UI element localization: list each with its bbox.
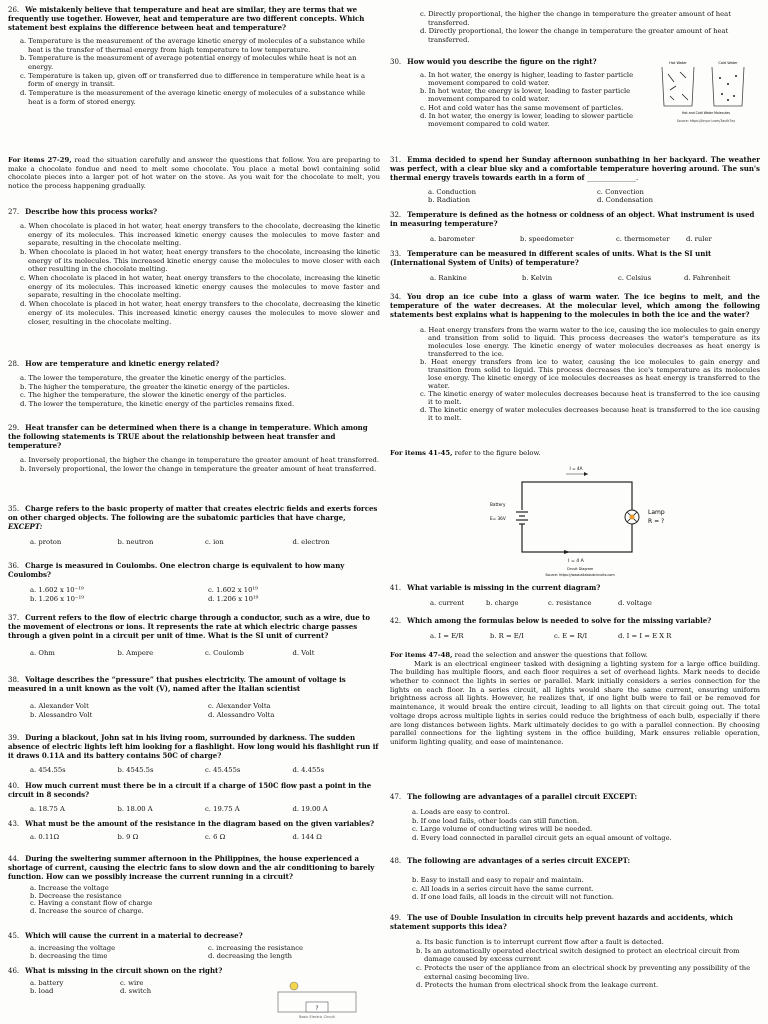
option-a[interactable]: a. 0.11Ω xyxy=(30,832,60,841)
question-35: 35. Charge refers to the basic property of matter that creates electric fields and exerts forces on other charged objects. The following are the subatomic particles that have charge, EXCEPT: a. proton b. neutron c. ion d. electron xyxy=(8,505,380,547)
option-d[interactable]: d. voltage xyxy=(618,598,652,607)
basic-circuit-figure xyxy=(270,980,370,1020)
option-d[interactable]: d. Increase the source of charge. xyxy=(30,907,144,916)
option-d[interactable]: d. ruler xyxy=(686,234,712,243)
option-d[interactable]: d. Condensation xyxy=(597,195,654,204)
option-b[interactable]: b. load xyxy=(30,986,54,995)
option-b[interactable]: b. charge xyxy=(486,598,519,607)
option-c[interactable]: c. Directly proportional, the higher the change in temperature the greater amount of heat transferred. xyxy=(420,10,731,27)
circuit-diagram-figure xyxy=(450,462,710,580)
cold-water-label: Cold Water xyxy=(718,61,738,65)
option-a[interactable]: a. The lower the temperature, the greater the kinetic energy of the particles. xyxy=(20,373,287,382)
question-49: 49. The use of Double Insulation in circuits help prevent hazards and accidents, which statement supports this idea? a. Its basic function is to interrupt current flow after a fault is detected. b. Is an automatically operated electrical switch designed to protect an electrical circuit from damage caused by excess current c. Protects the user of the appliance from an electrical shock by preventing any possibility of the external casing becoming live. d. Protects the human from electrical shock from the leakage current. xyxy=(390,914,760,990)
option-a[interactable]: a. current xyxy=(430,598,465,607)
question-28: 28. How are temperature and kinetic energy related? a. The lower the temperature, the greater the kinetic energy of the particles. b. The higher the temperature, the greater the kinetic energy of the particles. c. The higher the temperature, the slower the kinetic energy of the particles. d. The lower the temperature, the kinetic energy of the particles remains fixed. xyxy=(8,360,380,409)
option-b[interactable]: b. Heat energy transfers from ice to water, causing the ice molecules to gain energy and transition from solid to liquid. This process decreases the ice's temperature as its molecules lose energy. The kinetic energy of ice molecules decreases as heat energy is transferred to the water. xyxy=(420,357,760,390)
question-40: 40. How much current must there be in a circuit if a charge of 150C flow past a point in the circuit in 8 seconds? a. 18.75 A b. 18.00 A c. 19.75 A d. 19.00 A xyxy=(8,782,380,814)
option-d[interactable]: d. decreasing the length xyxy=(208,951,293,960)
option-c[interactable]: c. When chocolate is placed in hot water, heat energy transfers to the chocolate, increasing the kinetic energy of its molecules. This increased kinetic energy causes the molecules to move faster and separate, resulting in the chocolate melting. xyxy=(20,274,380,300)
option-b[interactable]: b. When chocolate is placed in hot water, heat energy transfers to the chocolate, increasing the kinetic energy of its molecules. This increased kinetic energy cause the molecules to move closer with each other resulting in the chocolate melting. xyxy=(20,248,380,274)
option-d[interactable]: d. electron xyxy=(292,537,330,546)
cold-molecules-icon xyxy=(719,75,737,101)
option-c[interactable]: c. The higher the temperature, the slower the kinetic energy of the particles. xyxy=(20,391,287,400)
question-44: 44. During the sweltering summer afternoon in the Philippines, the house experienced a shortage of current, causing the electric fans to slow down and the air conditioning to barely function. How can we possibly increase the current running in a circuit? a. Increase the voltage b. Decrease the resistance c. Having a constant flow of charge d. Increase the source of charge. xyxy=(8,855,380,916)
passage-text: Mark is an electrical engineer tasked with designing a lighting system for a large office building. The building has multiple floors, and each floor requires a set of overhead lights. Mark needs to decide whether to connect the lights in series or parallel. Mark initially considers a series connection for the lights on each floor. In a series circuit, all lights would share the same current, ensuring uniform brightness across all lights. However, he realizes that, if one light bulb were to fail or be removed for maintenance, it would break the entire circuit, leading to all lights on that circuit going out. The total voltage drops across multiple lights in series could reduce the brightness of each bulb, especially if there are long distances between lights. Mark ultimately decides to go with a parallel connection. By choosing parallel connections for the lighting system in the office building, Mark ensures reliable operation, uniform lighting quality, and ease of maintenance. xyxy=(390,659,760,746)
option-c[interactable]: c. Convection xyxy=(597,187,644,196)
option-b[interactable]: b. Alessandro Volt xyxy=(30,710,93,719)
option-c[interactable]: c. ion xyxy=(205,537,224,546)
option-c[interactable]: c. thermometer xyxy=(616,234,670,243)
option-b[interactable]: b. speedometer xyxy=(520,234,574,243)
question-33: 33. Temperature can be measured in different scales of units. What is the SI unit (International System of Units) of temperature? a. Rankine b. Kelvin c. Celsius d. Fahrenheit xyxy=(390,250,760,283)
option-a[interactable]: a. In hot water, the energy is higher, leading to faster particle movement compared to cold water. xyxy=(420,70,634,88)
question-46: 46. What is missing in the circuit shown on the right? a. battery c. wire b. load d. switch xyxy=(8,966,223,995)
option-d[interactable]: d. Temperature is the measurement of the average kinetic energy of molecules of a substance while heat is a form of stored energy. xyxy=(20,88,366,106)
option-d[interactable]: d. When chocolate is placed in hot water, heat energy transfers to the chocolate, decreasing the kinetic energy of its molecules. This increased kinetic energy causes the molecules to move slower and closer, resulting in the chocolate melting. xyxy=(20,300,380,326)
option-a[interactable]: a. Ohm xyxy=(30,648,55,657)
option-b[interactable]: b. Inversely proportional, the lower the change in temperature the greater amount of heat transferred. xyxy=(20,464,377,473)
question-37: 37. Current refers to the flow of electric charge through a conductor, such as a wire, due to the movement of electrons or ions. It represents the rate at which electric charge passes through a given point in a circuit per unit of time. What is the SI unit of current? a. Ohm b. Ampere c. Coulomb d. Volt xyxy=(8,614,380,658)
option-d[interactable]: d. Every load connected in parallel circuit gets an equal amount of voltage. xyxy=(412,834,672,843)
option-c[interactable]: c. wire xyxy=(120,978,144,987)
option-c[interactable]: c. Alexander Volta xyxy=(208,701,271,710)
option-b[interactable]: b. If one load fails, other loads can still function. xyxy=(412,816,580,825)
question-36: 36. Charge is measured in Coulombs. One electron charge is equivalent to how many Coulombs? a. 1.602 x 10⁻¹⁹ c. 1.602 x 10¹⁹ b. 1.206 x 10⁻¹⁹ d. 1.206 x 10¹⁹ xyxy=(8,562,380,603)
option-b[interactable]: b. decreasing the time xyxy=(30,951,108,960)
figure-source: Source: https://tinyurl.com/3aufk7ey xyxy=(676,119,736,123)
question-41: 41. What variable is missing in the current diagram? a. current b. charge c. resistance d. voltage xyxy=(390,584,760,608)
option-b[interactable]: b. neutron xyxy=(117,537,154,546)
hot-beaker-icon xyxy=(662,67,694,106)
option-c[interactable]: c. Celsius xyxy=(618,273,652,282)
option-a[interactable]: a. Its basic function is to interrupt current flow after a fault is detected. xyxy=(416,937,664,946)
option-d[interactable]: d. The kinetic energy of water molecules decreases because heat is transferred to the ice causing it to melt. xyxy=(420,406,760,423)
voltage-label: E= 36V xyxy=(490,516,506,521)
option-c[interactable]: c. Hot and cold water has the same movement of particles. xyxy=(420,103,624,112)
option-b[interactable]: b. Kelvin xyxy=(522,273,553,282)
question-29-continued xyxy=(390,10,760,45)
option-d[interactable]: d. Alessandro Volta xyxy=(208,710,275,719)
instructions-lead: For items 41-45, xyxy=(390,449,453,457)
option-d[interactable]: d. Directly proportional, the lower the change in temperature the greater amount of heat transferred. xyxy=(420,27,729,45)
question-30: 30. How would you describe the figure on the right? a. In hot water, the energy is higher, leading to faster particle movement compared to cold water. b. In hot water, the energy is lower, leading to faster particle movement compared to cold water. c. Hot and cold water has the same movement of particles. d. In hot water, the energy is lower, leading to slower particle movement compared to cold water. xyxy=(390,58,650,128)
option-a[interactable]: a. I = E/R xyxy=(430,631,464,640)
option-c[interactable]: c. E = R/I xyxy=(554,631,588,640)
current-bottom-label: I = 4 A xyxy=(568,559,584,564)
instructions-41-45 xyxy=(390,449,760,458)
question-48: 48. The following are advantages of a series circuit EXCEPT: b. Easy to install and easy to repair and maintain. c. All loads in a series circuit have the same current. d. If one load fails, all loads in the circuit will not function. xyxy=(390,857,760,902)
option-b[interactable]: b. 18.00 A xyxy=(117,804,153,813)
question-43: 43. What must be the amount of the resistance in the diagram based on the given variables? a. 0.11Ω b. 9 Ω c. 6 Ω d. 144 Ω xyxy=(8,820,380,842)
option-c[interactable]: c. increasing the resistance xyxy=(208,943,304,952)
option-b[interactable]: b. R = E/I xyxy=(490,631,524,640)
option-b[interactable]: b. 1.206 x 10⁻¹⁹ xyxy=(30,594,84,603)
svg-text:?: ? xyxy=(315,1005,319,1012)
question-42: 42. Which among the formulas below is needed to solve for the missing variable? a. I = E/R b. R = E/I c. E = R/I d. I = I = E X R xyxy=(390,617,760,641)
option-c[interactable]: c. 45.455s xyxy=(205,765,241,774)
option-b[interactable]: b. Ampere xyxy=(117,648,154,657)
option-a[interactable]: a. barometer xyxy=(430,234,475,243)
question-number: 26. xyxy=(8,6,20,14)
lamp-icon xyxy=(625,510,639,524)
option-a[interactable]: a. Temperature is the measurement of the average kinetic energy of molecules of a substance while heat is the transfer of thermal energy from high temperature to low temperature. xyxy=(20,36,365,54)
current-arrow-bottom xyxy=(564,550,570,554)
option-a[interactable]: a. 454.55s xyxy=(30,765,66,774)
bulb-icon xyxy=(290,982,298,990)
option-a[interactable]: a. Loads are easy to control. xyxy=(412,807,510,816)
option-a[interactable]: a. Inversely proportional, the higher the change in temperature the greater amount of heat transferred. xyxy=(20,455,380,464)
option-d[interactable]: d. Fahrenheit xyxy=(684,273,731,282)
figure-caption: Circuit Diagram xyxy=(566,567,594,571)
resistance-label: R = ? xyxy=(648,518,665,525)
instructions-text: refer to the figure below. xyxy=(452,449,541,457)
situation-lead: For items 27-29, xyxy=(8,156,72,164)
option-b[interactable]: b. Easy to install and easy to repair and maintain. xyxy=(412,875,584,884)
current-top-label: I = 4A xyxy=(569,466,583,471)
situation-27-29 xyxy=(8,156,380,191)
option-b[interactable]: b. Temperature is the measurement of average potential energy of molecules while heat is not an energy. xyxy=(20,54,357,71)
question-29: 29. Heat transfer can be determined when there is a change in temperature. Which among the following statements is TRUE about the relationship between heat transfer and temperature? a. Inversely proportional, the higher the change in temperature the greater amount of heat transferred. b. Inversely proportional, the lower the change in temperature the greater amount of heat transferred. xyxy=(8,423,380,473)
option-d[interactable]: d. In hot water, the energy is lower, leading to slower particle movement compared to cold water. xyxy=(420,111,633,128)
option-a[interactable]: a. Conduction xyxy=(428,187,476,196)
question-27: 27. Describe how this process works? a. When chocolate is placed in hot water, heat energy transfers to the chocolate, decreasing the kinetic energy of its molecules. This increased kinetic energy causes the molecules to move faster and separate, resulting in the chocolate melting. b. When chocolate is placed in hot water, heat energy transfers to the chocolate, increasing the kinetic energy of its molecules. This increased kinetic energy cause the molecules to move closer with each other resulting in the chocolate melting. c. When chocolate is placed in hot water, heat energy transfers to the chocolate, increasing the kinetic energy of its molecules. This increased kinetic energy causes the molecules to move faster and separate, resulting in the chocolate melting. d. When chocolate is placed in hot water, heat energy transfers to the chocolate, decreasing the kinetic energy of its molecules. This increased kinetic energy causes the molecules to move slower and closer, resulting in the chocolate melting. xyxy=(8,207,380,326)
option-c[interactable]: c. 19.75 A xyxy=(205,804,240,813)
option-b[interactable]: b. Decrease the resistance xyxy=(30,891,122,900)
option-a[interactable]: a. Alexander Volt xyxy=(30,701,89,710)
option-a[interactable]: a. 18.75 A xyxy=(30,804,65,813)
option-a[interactable]: a. increasing the voltage xyxy=(30,943,116,952)
question-stem: We mistakenly believe that temperature and heat are similar, they are terms that we frequently use together. However, heat and temperature are two different concepts. Which statement best explains the difference between heat and temperature? xyxy=(8,5,365,32)
option-b[interactable]: b. Radiation xyxy=(428,195,470,204)
battery-label: Battery xyxy=(490,502,506,507)
question-38: 38. Voltage describes the “pressure” that pushes electricity. The amount of voltage is measured in a unit known as the volt (V), named after the Italian scientist a. Alexander Volt c. Alexander Volta b. Alessandro Volt d. Alessandro Volta xyxy=(8,676,380,719)
question-26 xyxy=(8,6,380,106)
option-a[interactable]: a. Increase the voltage xyxy=(30,883,109,892)
option-a[interactable]: a. battery xyxy=(30,978,64,987)
option-d[interactable]: d. 1.206 x 10¹⁹ xyxy=(208,594,259,603)
option-c[interactable]: c. 6 Ω xyxy=(205,832,226,841)
hot-cold-water-figure xyxy=(656,58,756,128)
option-a[interactable]: a. 1.602 x 10⁻¹⁹ xyxy=(30,585,84,594)
hot-molecules-icon xyxy=(668,72,688,100)
battery-icon xyxy=(516,510,528,524)
option-d[interactable]: d. If one load fails, all loads in the circuit will not function. xyxy=(412,893,615,902)
option-c[interactable]: c. Large volume of conducting wires will be needed. xyxy=(412,825,593,834)
option-b[interactable]: b. The higher the temperature, the greater the kinetic energy of the particles. xyxy=(20,382,290,391)
option-d[interactable]: d. The lower the temperature, the kinetic energy of the particles remains fixed. xyxy=(20,400,295,409)
option-c[interactable]: c. All loads in a series circuit have the same current. xyxy=(412,884,594,893)
option-d[interactable]: d. switch xyxy=(120,986,152,995)
option-a[interactable]: a. When chocolate is placed in hot water, heat energy transfers to the chocolate, decreasing the kinetic energy of its molecules. This increased kinetic energy causes the molecules to move faster and separate, resulting in the chocolate melting. xyxy=(20,221,380,248)
option-c[interactable]: c. The kinetic energy of water molecules decreases because heat is transferred to the ice causing it to melt. xyxy=(420,389,760,406)
left-column xyxy=(8,0,380,1024)
option-a[interactable]: a. Rankine xyxy=(430,273,467,282)
figure-caption: Hot and Cold Water Molecules xyxy=(682,111,730,115)
option-d[interactable]: d. 19.00 A xyxy=(292,804,328,813)
question-45: 45. Which will cause the current in a material to decrease? a. increasing the voltage c. increasing the resistance b. decreasing the time d. decreasing the length xyxy=(8,932,380,961)
option-c[interactable]: c. Protects the user of the appliance from an electrical shock by preventing any possibility of the external casing becoming live. xyxy=(416,963,751,981)
option-a[interactable]: a. proton xyxy=(30,537,62,546)
option-c[interactable]: c. Temperature is taken up, given off or transferred due to difference in temperature while heat is a form of energy in transit. xyxy=(20,71,366,89)
option-b[interactable]: b. 9 Ω xyxy=(117,832,139,841)
option-b[interactable]: b. Is an automatically operated electrical switch designed to protect an electrical circuit from damage caused by excess current xyxy=(416,946,740,964)
option-c[interactable]: c. 1.602 x 10¹⁹ xyxy=(208,585,258,594)
passage-47-48: For items 47-48, read the selection and answer the questions that follow. Mark is an electrical engineer tasked with designing a lighting system for a large office building. The building has multiple floors, and each floor requires a set of overhead lights. Mark needs to decide whether to connect the lights in series or parallel. Mark initially considers a series connection for the lights on each floor. In a series circuit, all lights would share the same current, ensuring uniform brightness across all lights. However, he realizes that, if one light bulb were to fail or be removed for maintenance, it would break the entire circuit, leading to all lights on that circuit going out. The total voltage drops across multiple lights in series could reduce the brightness of each bulb, especially if there are long distances between lights. Mark ultimately decides to go with a parallel connection. By choosing parallel connections for the lighting system in the office building, Mark ensures reliable operation, uniform lighting quality, and ease of maintenance. xyxy=(390,651,760,746)
question-32: 32. Temperature is defined as the hotness or coldness of an object. What instrument is used in measuring temperature? a. barometer b. speedometer c. thermometer d. ruler xyxy=(390,210,755,243)
option-a[interactable]: a. Heat energy transfers from the warm water to the ice, causing the ice molecules to gain energy and transition from solid to liquid. This process decreases the water's temperature as its molecules lose energy. The kinetic energy of water molecules decreases as heat energy is transferred to the ice. xyxy=(420,325,760,358)
right-column xyxy=(390,0,760,1024)
option-c[interactable]: c. Having a constant flow of charge xyxy=(30,899,153,908)
option-c[interactable]: c. resistance xyxy=(548,598,592,607)
option-d[interactable]: d. Protects the human from electrical shock from the leakage current. xyxy=(416,981,659,990)
hot-water-label: Hot Water xyxy=(669,61,687,65)
question-47: 47. The following are advantages of a parallel circuit EXCEPT: a. Loads are easy to control. b. If one load fails, other loads can still function. c. Large volume of conducting wires will be needed. d. Every load connected in parallel circuit gets an equal amount of voltage. xyxy=(390,793,760,843)
option-b[interactable]: b. 4545.5s xyxy=(117,765,154,774)
lamp-label: Lamp xyxy=(648,509,665,516)
figure-source: Source: https://www.allaboutcircuits.com xyxy=(545,573,615,577)
question-34: 34. You drop an ice cube into a glass of warm water. The ice begins to melt, and the temperature of the water decreases. At the molecular level, which among the following statements best explains what is happening to the molecules in both the ice and the water? a. Heat energy transfers from the warm water to the ice, causing the ice molecules to gain energy and transition from solid to liquid. This process decreases the water's temperature as its molecules lose energy. The kinetic energy of water molecules decreases as heat energy is transferred to the ice. b. Heat energy transfers from ice to water, causing the ice molecules to gain energy and transition from solid to liquid. This process decreases the ice's temperature as its molecules lose energy. The kinetic energy of ice molecules decreases as heat energy is transferred to the water. c. The kinetic energy of water molecules decreases because heat is transferred to the ice causing it to melt. d. The kinetic energy of water molecules decreases because heat is transferred to the ice causing it to melt. xyxy=(390,292,760,423)
figure-caption: Basic Electric Circuit xyxy=(299,1015,335,1019)
option-b[interactable]: b. In hot water, the energy is lower, leading to faster particle movement compared to cold water. xyxy=(420,87,631,104)
option-c[interactable]: c. Coulomb xyxy=(205,648,244,657)
option-d[interactable]: d. 144 Ω xyxy=(292,832,322,841)
option-d[interactable]: d. 4.455s xyxy=(292,765,325,774)
situation-text: read the situation carefully and answer the questions that follow. You are preparing to make a chocolate fondue and need to melt some chocolate. You place a metal bowl containing solid chocolate pieces into a larger pot of hot water on the stove. As you wait for the chocolate to melt, you notice the process happening gradually. xyxy=(8,156,380,191)
question-39: 39. During a blackout, John sat in his living room, surrounded by darkness. The sudden absence of electric lights left him looking for a flashlight. How long would his flashlight run if it draws 0.11A and its battery contains 50C of charge? a. 454.55s b. 4545.5s c. 45.455s d. 4.455s xyxy=(8,733,379,774)
option-d[interactable]: d. I = I = E X R xyxy=(618,631,672,640)
question-31: 31. Emma decided to spend her Sunday afternoon sunbathing in her backyard. The weather was perfect, with a clear blue sky and a comfortable temperature hovering around. The sun's thermal energy travels towards earth in a form of ______________. a. Conduction c. Convection b. Radiation d. Condensation xyxy=(390,155,760,204)
option-d[interactable]: d. Volt xyxy=(292,648,315,657)
circuit-wire-loop xyxy=(522,482,632,552)
passage-lead: For items 47-48, xyxy=(390,651,453,659)
